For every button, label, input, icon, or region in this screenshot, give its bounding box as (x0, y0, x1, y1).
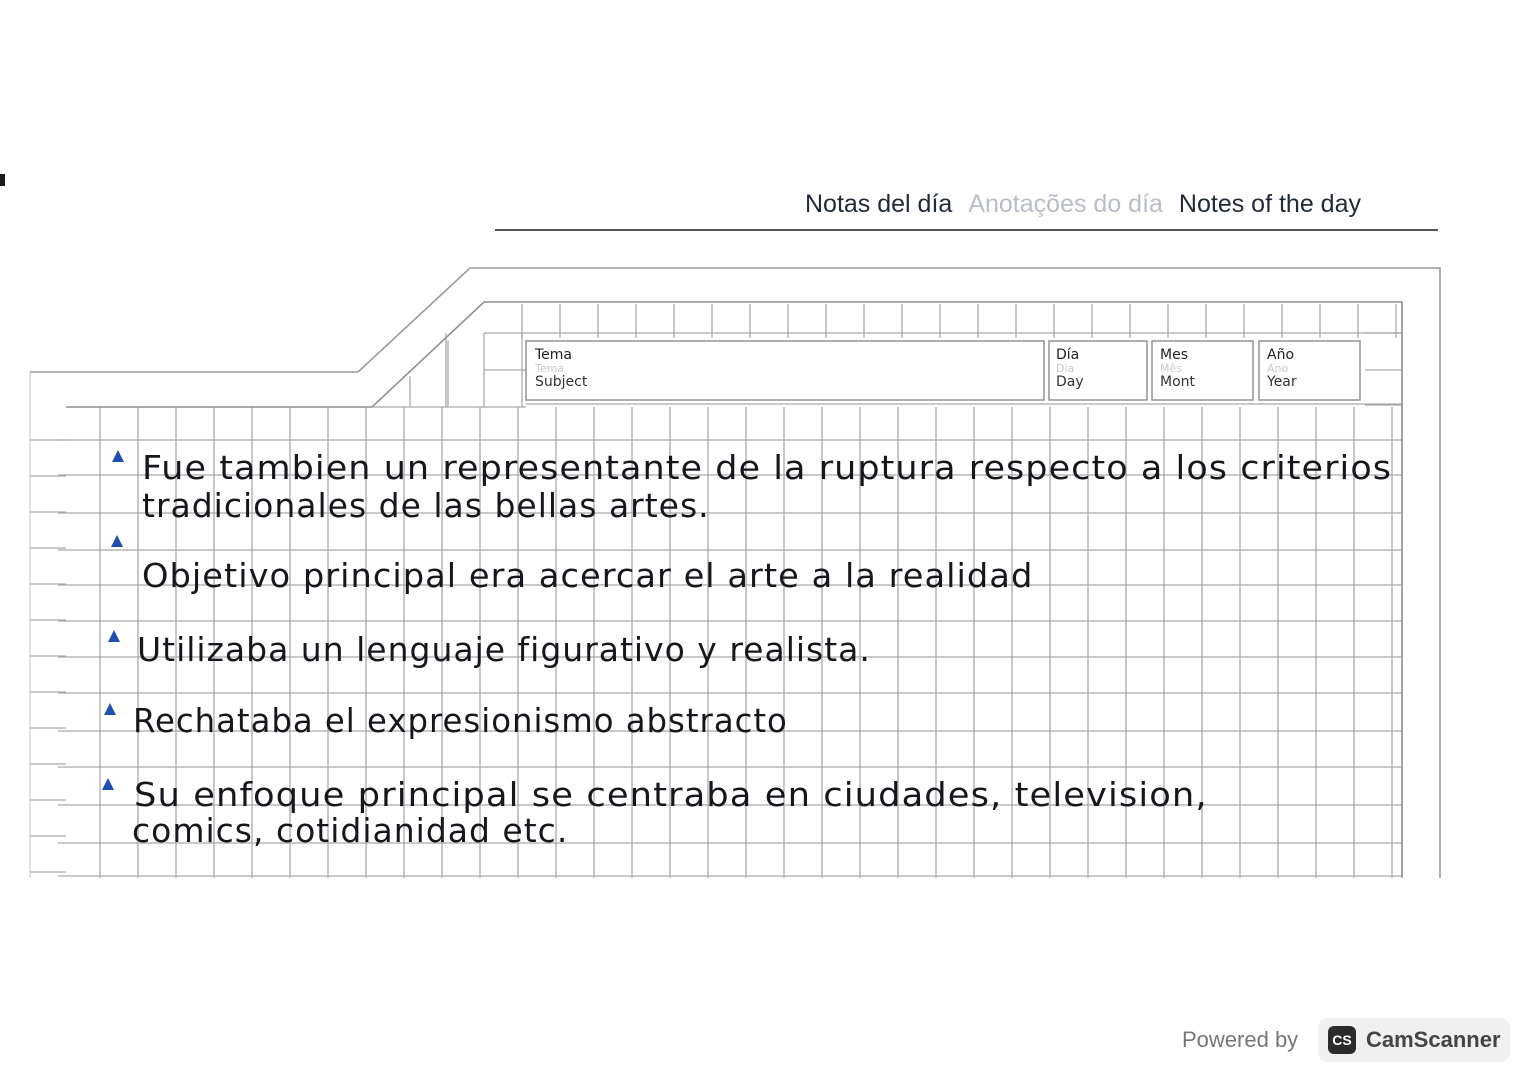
note-1-line-2: tradicionales de las bellas artes. (142, 486, 710, 525)
bullet-5 (102, 778, 114, 790)
bullet-1 (112, 450, 124, 462)
powered-by-text: Powered by (1182, 1027, 1299, 1052)
month-label: Mes Mês Mont (1160, 347, 1196, 390)
note-1-line-1: Fue tambien un representante de la ruptura respecto a los criterios (142, 448, 1393, 487)
note-4-line-1: Rechataba el expresionismo abstracto (133, 701, 788, 740)
note-5-line-2: comics, cotidianidad etc. (132, 811, 569, 850)
note-3-line-1: Utilizaba un lenguaje figurativo y realista. (137, 630, 871, 669)
subject-field[interactable] (526, 341, 1044, 400)
camscanner-badge[interactable] (1318, 1018, 1510, 1062)
camscanner-logo-icon: CS (1328, 1026, 1356, 1054)
year-label: Año Ano Year (1267, 347, 1297, 390)
note-5-line-1: Su enfoque principal se centraba en ciudades, television, (134, 775, 1208, 814)
header-title-pt: Anotações do día (968, 190, 1163, 218)
day-label: Día Dia Day (1056, 347, 1084, 390)
bullet-2 (111, 535, 123, 547)
note-2-line-1: Objetivo principal era acercar el arte a la realidad (142, 556, 1034, 595)
camscanner-brand: CamScanner (1366, 1027, 1501, 1052)
bullet-3 (108, 630, 120, 642)
header-title-es: Notas del día (805, 190, 953, 218)
header-title-en: Notes of the day (1178, 190, 1361, 218)
bullet-4 (104, 703, 116, 715)
subject-label: Tema Tema Subject (535, 347, 588, 390)
